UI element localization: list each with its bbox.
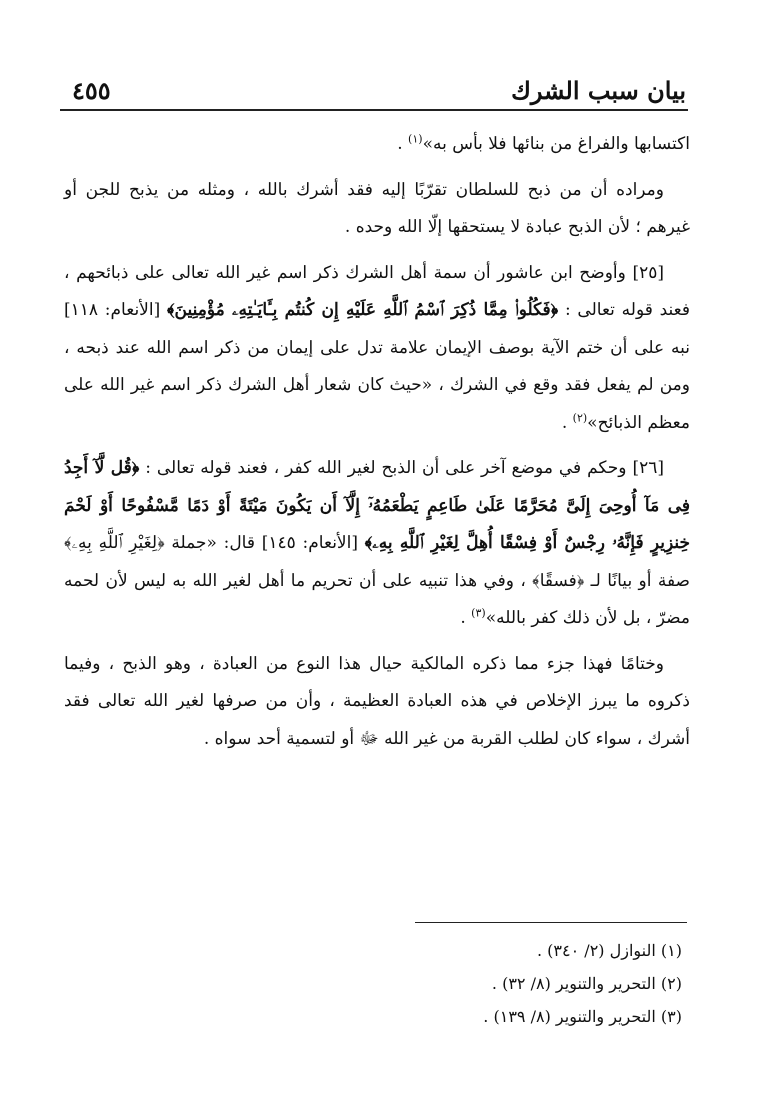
paragraph-2: ومراده أن من ذبح للسلطان تقرّبًا إليه فقد أشرك بالله ، ومثله من يذبح للجن أو غيرهم ؛ لأن الذبح عبادة لا يستحقها إلّا الله وحده . xyxy=(64,179,690,237)
footnote-divider xyxy=(415,922,687,923)
footnote-ref-1: (١) xyxy=(408,132,423,146)
footnote-ref-2: (٢) xyxy=(572,410,588,424)
footnote-1: (١) النوازل (٢/ ٣٤٠) . xyxy=(537,941,682,960)
paragraph-4: [٢٦] وحكم في موضع آخر على أن الذبح لغير الله كفر ، فعند قوله تعالى : ﴿قُل لَّآ أَجِدُ فِى مَآ أُوحِىَ إِلَىَّ مُحَرَّمًا عَلَىٰ طَاعِمٍ يَطْعَمُهُۥٓ إِلَّآ أَن يَكُونَ مَيْتَةً أَوْ دَمًا مَّسْفُوحًا أَوْ لَحْمَ خِنزِيرٍ فَإِنَّهُۥ رِجْسٌ أَوْ فِسْقًا أُهِلَّ لِغَيْرِ ٱللَّهِ بِهِۦ﴾ [الأنعام: ١٤٥] قال: «جملة ﴿لِغَيْرِ ٱللَّهِ بِهِۦ﴾ صفة أو بيانًا لـ ﴿فسقًا﴾ ، وفي هذا تنبيه على أن تحريم ما أهل لغير الله به ليس لأن لحمه مضرّ ، بل لأن ذلك كفر بالله»$^{(٣)}$ . xyxy=(64,458,690,628)
quran-verse: ﴿قُل لَّآ أَجِدُ فِى مَآ أُوحِىَ إِلَىَّ مُحَرَّمًا عَلَىٰ طَاعِمٍ يَطْعَمُهُۥٓ إِلَّآ أَن يَكُونَ مَيْتَةً أَوْ دَمًا مَّسْفُوحًا أَوْ لَحْمَ خِنزِيرٍ فَإِنَّهُۥ رِجْسٌ أَوْ فِسْقًا أُهِلَّ لِغَيْرِ ٱللَّهِ بِهِۦ﴾ xyxy=(64,458,690,553)
page-number: ٤٥٥ xyxy=(72,76,111,105)
paragraph-1: اكتسابها والفراغ من بنائها فلا بأس به»$^{(١)}$ . xyxy=(397,132,690,154)
paragraph-5: وختامًا فهذا جزء مما ذكره المالكية حيال هذا النوع من العبادة ، وهو الذبح ، وفيما ذكروه ما يبرز الإخلاص في هذه العبادة العظيمة ، وأن من صرفها لغير الله تعالى فقد أشرك ، سواء كان لطلب القربة من غير الله ﷻ أو لتسمية أحد سواه . xyxy=(64,653,690,749)
header-divider xyxy=(60,109,688,111)
running-title: بيان سبب الشرك xyxy=(511,76,686,105)
footnote-3: (٣) التحرير والتنوير (٨/ ١٣٩) . xyxy=(483,1007,682,1026)
footnote-ref-3: (٣) xyxy=(471,606,486,620)
main-text xyxy=(64,126,690,766)
paragraph-3: [٢٥] وأوضح ابن عاشور أن سمة أهل الشرك ذكر اسم غير الله تعالى على ذبائحهم ، فعند قوله تعالى : ﴿فَكُلُوا۟ مِمَّا ذُكِرَ ٱسْمُ ٱللَّهِ عَلَيْهِ إِن كُنتُم بِـَٔايَـٰتِهِۦ مُؤْمِنِينَ﴾ [الأنعام: ١١٨] نبه على أن ختم الآية بوصف الإيمان علامة تدل على إيمان من ذكر اسم الله عند ذبحه ، ومن لم يفعل فقد وقع في الشرك ، «حيث كان شعار أهل الشرك ذكر اسم غير الله على معظم الذبائح»$^{(٢)}$ . xyxy=(64,262,691,433)
footnotes xyxy=(64,934,686,1033)
quran-verse: ﴿فَكُلُوا۟ مِمَّا ذُكِرَ ٱسْمُ ٱللَّهِ عَلَيْهِ إِن كُنتُم بِـَٔايَـٰتِهِۦ مُؤْمِنِينَ﴾ xyxy=(167,300,559,320)
footnote-2: (٢) التحرير والتنوير (٨/ ٣٢) . xyxy=(491,974,682,993)
page-header xyxy=(60,74,686,108)
